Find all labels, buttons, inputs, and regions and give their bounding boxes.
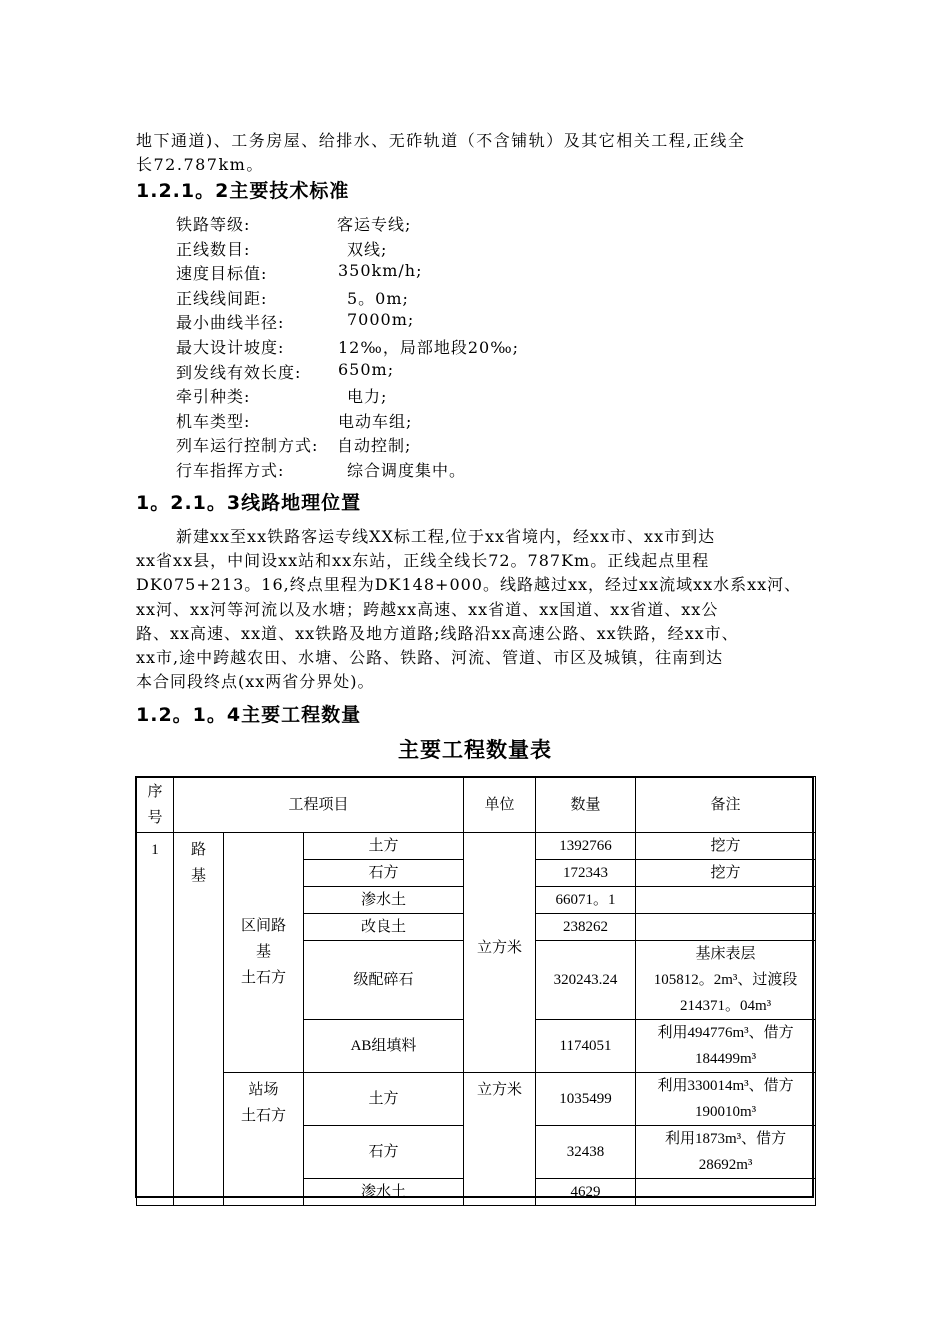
note-cell: 利用1873m³、借方 28692m³ <box>636 1126 816 1179</box>
spec-value: 综合调度集中。 <box>347 461 467 480</box>
note-cell <box>636 914 816 941</box>
table-row <box>137 833 816 860</box>
spec-value: 电力; <box>347 387 388 407</box>
seq-cell: 1 <box>137 833 174 1206</box>
spec-value: 电动车组; <box>338 411 413 431</box>
qty-cell: 320243.24 <box>536 941 636 1020</box>
header-note: 备注 <box>636 777 816 833</box>
note-cell: 挖方 <box>636 860 816 887</box>
spec-key: 行车指挥方式: <box>176 461 285 480</box>
spec-value: 350km/h; <box>338 261 423 281</box>
note-cell: 基床表层 105812。2m³、过渡段 214371。04m³ <box>636 941 816 1020</box>
group-label-section: 区间路 基 土石方 <box>224 833 304 1073</box>
header-item: 工程项目 <box>174 777 464 833</box>
item-cell: 石方 <box>304 860 464 887</box>
location-line: xx市,途中跨越农田、水塘、公路、铁路、河流、管道、市区及城镇，往南到达 <box>136 648 724 667</box>
category-cell: 路 基 <box>174 833 224 1206</box>
spec-row <box>176 384 388 407</box>
note-cell <box>636 1179 816 1206</box>
location-line: 本合同段终点(xx两省分界处)。 <box>136 672 375 692</box>
spec-value: 客运专线; <box>337 215 412 234</box>
spec-value: 双线; <box>347 239 388 259</box>
qty-cell: 32438 <box>536 1126 636 1179</box>
spec-row <box>176 335 520 358</box>
header-seq: 序 号 <box>137 777 174 833</box>
item-cell: 渗水土 <box>304 887 464 914</box>
spec-key: 列车运行控制方式: <box>176 436 319 456</box>
table-header-row <box>137 777 816 833</box>
unit-cell: 立方米 <box>464 833 536 1073</box>
spec-row <box>176 261 423 284</box>
section-heading-location: 1。2.1。3线路地理位置 <box>136 492 362 514</box>
note-cell: 利用330014m³、借方 190010m³ <box>636 1073 816 1126</box>
spec-key: 正线线间距: <box>176 288 268 308</box>
spec-value: 650m; <box>338 359 395 379</box>
spec-key: 机车类型: <box>176 411 251 431</box>
spec-key: 最大设计坡度: <box>176 338 285 357</box>
spec-key: 牵引种类: <box>176 387 251 407</box>
item-cell: 改良土 <box>304 914 464 941</box>
section-heading-quantities: 1.2。1。4主要工程数量 <box>136 704 362 726</box>
spec-key: 最小曲线半径: <box>176 313 285 333</box>
spec-row <box>176 310 415 333</box>
table-row <box>137 1073 816 1126</box>
item-cell: 石方 <box>304 1126 464 1179</box>
item-cell: AB组填料 <box>304 1020 464 1073</box>
intro-line-1: 地下通道)、工务房屋、给排水、无砟轨道（不含铺轨）及其它相关工程,正线全 <box>136 131 746 150</box>
spec-row <box>176 359 395 383</box>
spec-key: 到发线有效长度: <box>176 362 302 382</box>
spec-row <box>176 458 467 481</box>
item-cell: 土方 <box>304 1073 464 1126</box>
spec-value: 12‰，局部地段20‰; <box>338 338 520 357</box>
location-line: 新建xx至xx铁路客运专线XX标工程,位于xx省境内，经xx市、xx市到达 <box>176 527 716 546</box>
qty-cell: 238262 <box>536 914 636 941</box>
spec-row <box>176 433 412 456</box>
qty-cell: 172343 <box>536 860 636 887</box>
spec-row <box>176 409 413 432</box>
note-cell <box>636 887 816 914</box>
spec-value: 5。0m; <box>347 288 409 308</box>
qty-cell: 1174051 <box>536 1020 636 1073</box>
qty-cell: 1392766 <box>536 833 636 860</box>
qty-cell: 1035499 <box>536 1073 636 1126</box>
header-unit: 单位 <box>464 777 536 833</box>
unit-cell: 立方米 <box>464 1073 536 1206</box>
intro-line-2: 长72.787km。 <box>136 155 264 174</box>
spec-key: 速度目标值: <box>176 264 268 284</box>
header-qty: 数量 <box>536 777 636 833</box>
quantity-table <box>136 776 816 1206</box>
spec-row <box>176 237 388 260</box>
location-line: xx河、xx河等河流以及水塘；跨越xx高速、xx省道、xx国道、xx省道、xx公 <box>136 599 719 619</box>
spec-key: 铁路等级: <box>176 215 251 234</box>
item-cell: 级配碎石 <box>304 941 464 1020</box>
spec-row <box>176 212 412 235</box>
item-cell: 渗水土 <box>304 1179 464 1206</box>
spec-row <box>176 286 409 309</box>
spec-key: 正线数目: <box>176 239 251 259</box>
group-label-station: 站场 土石方 <box>224 1073 304 1206</box>
note-cell: 挖方 <box>636 833 816 860</box>
table-title: 主要工程数量表 <box>398 738 552 762</box>
location-line: xx省xx县，中间设xx站和xx东站，正线全线长72。787Km。正线起点里程 <box>136 551 710 571</box>
location-line: DK075+213。16,终点里程为DK148+000。线路越过xx，经过xx流域xx水系xx河、 <box>136 575 802 595</box>
qty-cell: 66071。1 <box>536 887 636 914</box>
location-line: 路、xx高速、xx道、xx铁路及地方道路;线路沿xx高速公路、xx铁路，经xx市、 <box>136 623 739 643</box>
spec-value: 7000m; <box>347 310 415 330</box>
item-cell: 土方 <box>304 833 464 860</box>
spec-value: 自动控制; <box>337 436 412 456</box>
section-heading-tech-standards: 1.2.1。2主要技术标准 <box>136 180 350 202</box>
qty-cell: 4629 <box>536 1179 636 1206</box>
note-cell: 利用494776m³、借方 184499m³ <box>636 1020 816 1073</box>
